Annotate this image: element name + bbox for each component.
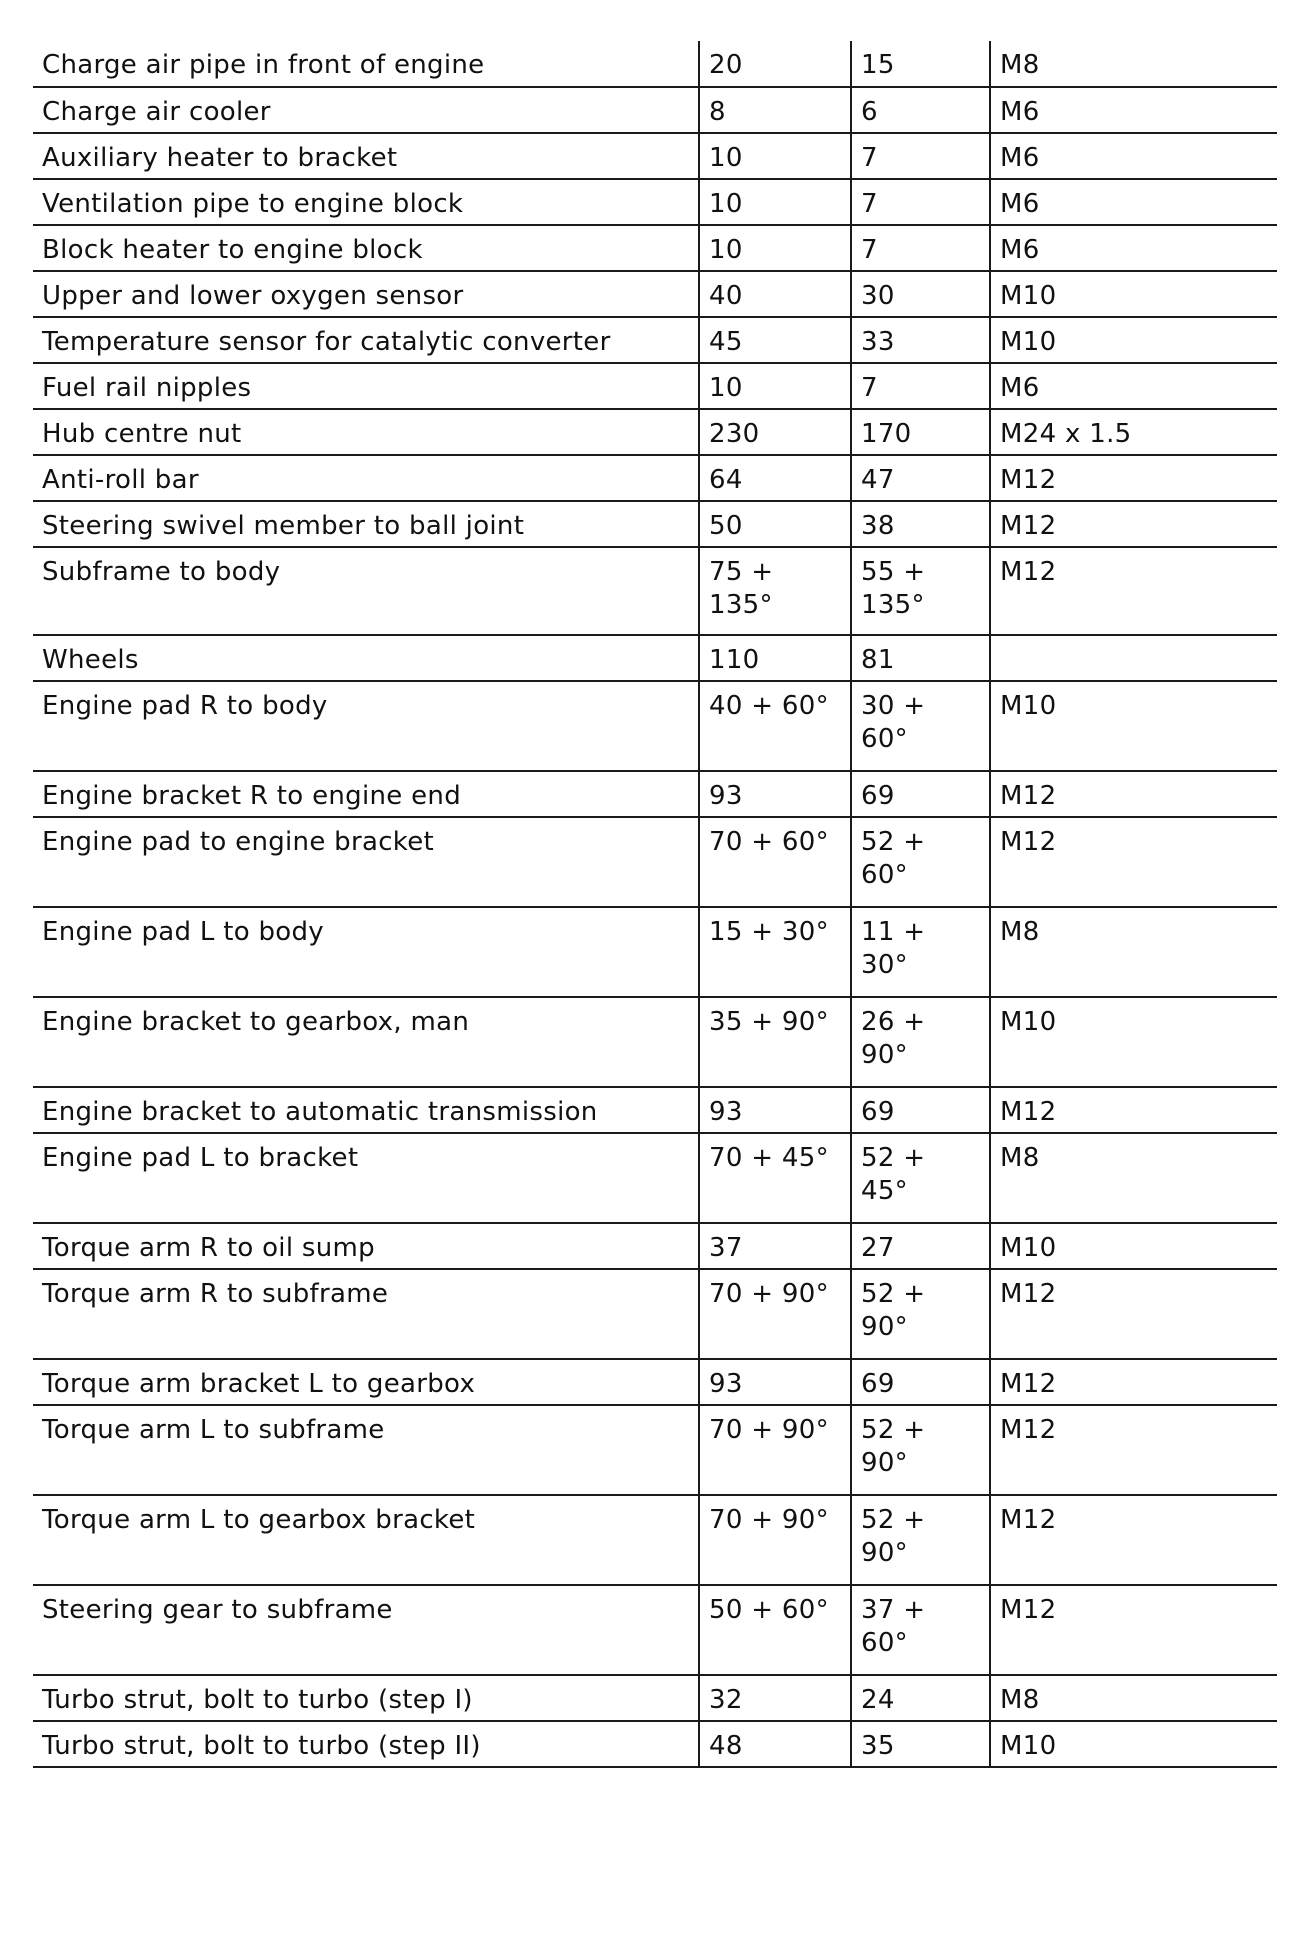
torque-nm-cell: 75 + 135° [699,547,851,635]
torque-lbf-ft-cell: 35 [851,1721,990,1767]
torque-lbf-ft-cell: 55 + 135° [851,547,990,635]
torque-lbf-ft-cell: 69 [851,771,990,817]
thread-size-cell: M8 [990,907,1277,997]
table-row [33,1585,1277,1675]
torque-nm-cell: 64 [699,455,851,501]
component-cell: Ventilation pipe to engine block [33,179,699,225]
component-cell: Engine bracket to gearbox, man [33,997,699,1087]
component-cell: Engine pad L to body [33,907,699,997]
thread-size-cell: M8 [990,41,1277,87]
torque-nm-cell: 40 + 60° [699,681,851,771]
thread-size-cell: M10 [990,317,1277,363]
thread-size-cell: M6 [990,225,1277,271]
torque-lbf-ft-cell: 33 [851,317,990,363]
torque-lbf-ft-cell: 69 [851,1359,990,1405]
thread-size-cell: M12 [990,1269,1277,1359]
torque-nm-cell: 10 [699,179,851,225]
thread-size-cell: M24 x 1.5 [990,409,1277,455]
torque-nm-cell: 110 [699,635,851,681]
torque-nm-cell: 48 [699,1721,851,1767]
component-cell: Hub centre nut [33,409,699,455]
thread-size-cell: M12 [990,1495,1277,1585]
torque-table-body [33,41,1277,1767]
table-row [33,1133,1277,1223]
table-row [33,41,1277,87]
table-row [33,225,1277,271]
torque-nm-cell: 50 [699,501,851,547]
torque-nm-cell: 20 [699,41,851,87]
torque-spec-table [33,41,1277,1768]
table-row [33,409,1277,455]
table-row [33,907,1277,997]
table-row [33,997,1277,1087]
thread-size-cell: M12 [990,1585,1277,1675]
table-row [33,87,1277,133]
thread-size-cell: M12 [990,1087,1277,1133]
table-row [33,681,1277,771]
table-row [33,455,1277,501]
torque-nm-cell: 70 + 90° [699,1495,851,1585]
component-cell: Engine bracket to automatic transmission [33,1087,699,1133]
component-cell: Engine bracket R to engine end [33,771,699,817]
component-cell: Charge air pipe in front of engine [33,41,699,87]
table-row [33,1269,1277,1359]
thread-size-cell: M8 [990,1675,1277,1721]
torque-nm-cell: 37 [699,1223,851,1269]
component-cell: Block heater to engine block [33,225,699,271]
component-cell: Torque arm bracket L to gearbox [33,1359,699,1405]
torque-lbf-ft-cell: 37 + 60° [851,1585,990,1675]
torque-nm-cell: 93 [699,771,851,817]
thread-size-cell: M12 [990,455,1277,501]
torque-nm-cell: 93 [699,1359,851,1405]
table-row [33,817,1277,907]
thread-size-cell: M10 [990,1223,1277,1269]
thread-size-cell: M12 [990,1359,1277,1405]
torque-lbf-ft-cell: 52 + 60° [851,817,990,907]
torque-lbf-ft-cell: 7 [851,179,990,225]
torque-lbf-ft-cell: 52 + 90° [851,1495,990,1585]
table-row [33,179,1277,225]
torque-lbf-ft-cell: 7 [851,133,990,179]
torque-nm-cell: 50 + 60° [699,1585,851,1675]
thread-size-cell: M12 [990,1405,1277,1495]
component-cell: Steering gear to subframe [33,1585,699,1675]
torque-nm-cell: 32 [699,1675,851,1721]
table-row [33,133,1277,179]
torque-lbf-ft-cell: 170 [851,409,990,455]
thread-size-cell: M10 [990,1721,1277,1767]
torque-nm-cell: 10 [699,133,851,179]
torque-lbf-ft-cell: 52 + 90° [851,1269,990,1359]
thread-size-cell: M12 [990,501,1277,547]
torque-nm-cell: 15 + 30° [699,907,851,997]
thread-size-cell: M10 [990,681,1277,771]
table-row [33,635,1277,681]
thread-size-cell: M12 [990,547,1277,635]
torque-lbf-ft-cell: 30 + 60° [851,681,990,771]
thread-size-cell: M10 [990,271,1277,317]
thread-size-cell: M12 [990,817,1277,907]
torque-lbf-ft-cell: 47 [851,455,990,501]
torque-nm-cell: 70 + 90° [699,1405,851,1495]
component-cell: Anti-roll bar [33,455,699,501]
torque-lbf-ft-cell: 15 [851,41,990,87]
component-cell: Auxiliary heater to bracket [33,133,699,179]
table-row [33,363,1277,409]
thread-size-cell: M8 [990,1133,1277,1223]
component-cell: Torque arm R to oil sump [33,1223,699,1269]
torque-lbf-ft-cell: 7 [851,225,990,271]
torque-nm-cell: 93 [699,1087,851,1133]
component-cell: Charge air cooler [33,87,699,133]
table-row [33,771,1277,817]
table-row [33,1405,1277,1495]
table-row [33,1223,1277,1269]
component-cell: Engine pad to engine bracket [33,817,699,907]
table-row [33,1721,1277,1767]
component-cell: Engine pad L to bracket [33,1133,699,1223]
table-row [33,1087,1277,1133]
torque-lbf-ft-cell: 69 [851,1087,990,1133]
torque-lbf-ft-cell: 52 + 45° [851,1133,990,1223]
torque-nm-cell: 45 [699,317,851,363]
component-cell: Torque arm L to subframe [33,1405,699,1495]
torque-lbf-ft-cell: 24 [851,1675,990,1721]
component-cell: Engine pad R to body [33,681,699,771]
torque-nm-cell: 10 [699,363,851,409]
thread-size-cell: M10 [990,997,1277,1087]
torque-nm-cell: 230 [699,409,851,455]
torque-nm-cell: 35 + 90° [699,997,851,1087]
table-row [33,1495,1277,1585]
component-cell: Turbo strut, bolt to turbo (step II) [33,1721,699,1767]
component-cell: Temperature sensor for catalytic converter [33,317,699,363]
torque-nm-cell: 8 [699,87,851,133]
thread-size-cell: M12 [990,771,1277,817]
table-row [33,271,1277,317]
component-cell: Wheels [33,635,699,681]
table-row [33,547,1277,635]
component-cell: Steering swivel member to ball joint [33,501,699,547]
torque-nm-cell: 70 + 45° [699,1133,851,1223]
torque-lbf-ft-cell: 30 [851,271,990,317]
component-cell: Turbo strut, bolt to turbo (step I) [33,1675,699,1721]
torque-nm-cell: 70 + 60° [699,817,851,907]
torque-lbf-ft-cell: 27 [851,1223,990,1269]
torque-nm-cell: 70 + 90° [699,1269,851,1359]
torque-lbf-ft-cell: 38 [851,501,990,547]
torque-nm-cell: 10 [699,225,851,271]
table-row [33,1359,1277,1405]
component-cell: Upper and lower oxygen sensor [33,271,699,317]
component-cell: Fuel rail nipples [33,363,699,409]
thread-size-cell: M6 [990,87,1277,133]
torque-lbf-ft-cell: 6 [851,87,990,133]
thread-size-cell: M6 [990,363,1277,409]
torque-lbf-ft-cell: 52 + 90° [851,1405,990,1495]
thread-size-cell: M6 [990,133,1277,179]
table-row [33,317,1277,363]
table-row [33,1675,1277,1721]
torque-lbf-ft-cell: 26 + 90° [851,997,990,1087]
torque-lbf-ft-cell: 81 [851,635,990,681]
thread-size-cell [990,635,1277,681]
component-cell: Torque arm L to gearbox bracket [33,1495,699,1585]
torque-nm-cell: 40 [699,271,851,317]
table-row [33,501,1277,547]
component-cell: Torque arm R to subframe [33,1269,699,1359]
thread-size-cell: M6 [990,179,1277,225]
torque-lbf-ft-cell: 11 + 30° [851,907,990,997]
torque-lbf-ft-cell: 7 [851,363,990,409]
component-cell: Subframe to body [33,547,699,635]
